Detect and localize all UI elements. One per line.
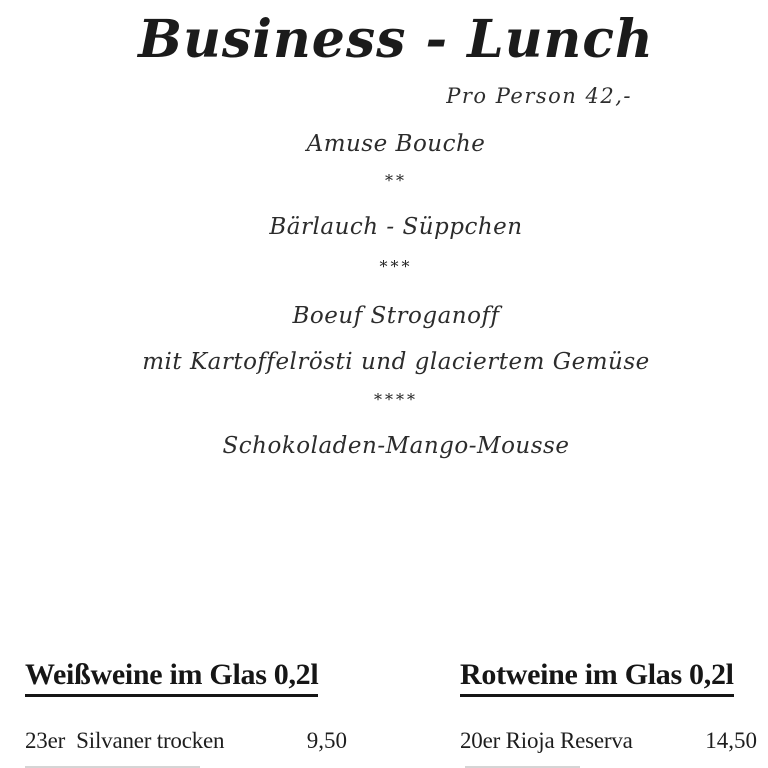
wine-price: 9,50 [306,728,347,753]
red-wine-section [460,658,757,755]
course-main: Boeuf Stroganoff [292,303,500,329]
white-wine-heading: Weißweine im Glas 0,2l [25,658,318,697]
wine-row [460,727,757,755]
wine-price: 14,50 [705,728,757,753]
wine-row [25,727,347,755]
course-main-description: mit Kartoffelrösti und glaciertem Gemüse [142,349,650,375]
course-dessert: Schokoladen-Mango-Mousse [222,433,570,459]
course-separator: *** [379,257,413,276]
wine-name: 20er Rioja Reserva [460,728,633,753]
wine-name: 23er Silvaner trocken [25,728,225,753]
course-amuse-bouche: Amuse Bouche [306,131,486,157]
price-per-person: Pro Person 42,- [446,84,632,108]
course-separator: ** [385,171,407,190]
course-soup: Bärlauch - Süppchen [269,214,523,240]
white-wine-section [25,658,347,755]
course-separator: **** [374,390,418,409]
red-wine-heading: Rotweine im Glas 0,2l [460,658,734,697]
menu-title: Business - Lunch [138,9,654,70]
